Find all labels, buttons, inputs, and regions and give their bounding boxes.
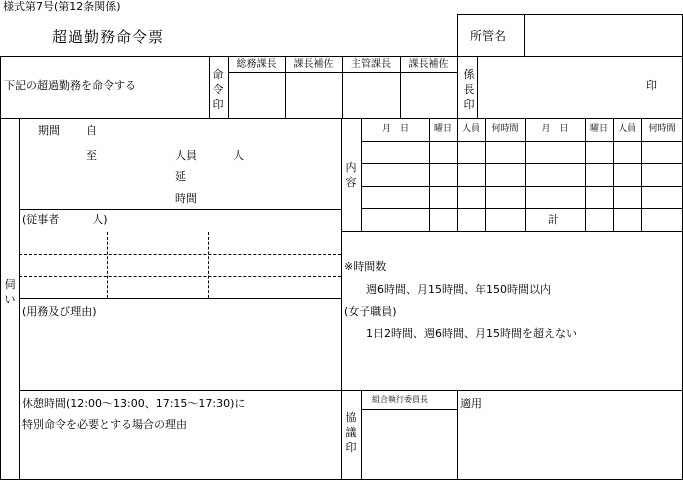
content-label: 内容 <box>345 161 357 189</box>
period-label: 期間 <box>38 124 60 137</box>
union-label: 組合執行委員長 <box>372 395 428 404</box>
body-left-divider <box>19 118 20 480</box>
workers-dash-col-1 <box>107 232 108 298</box>
left-vertical-label: 伺い <box>4 278 16 306</box>
content-row-line-2 <box>361 186 683 187</box>
approval-col-2 <box>228 56 229 118</box>
office-left-border <box>457 14 458 56</box>
workers-bottom-line <box>19 298 341 299</box>
content-col-1 <box>429 118 430 231</box>
workers-dash-2 <box>19 276 341 277</box>
union-header-line <box>361 409 457 410</box>
office-label: 所管名 <box>470 29 507 43</box>
col-date-1: 月 日 <box>381 124 409 134</box>
approval-header-line <box>228 72 457 73</box>
content-row-line-1 <box>361 163 683 164</box>
rules-heading: ※時間数 <box>344 260 387 273</box>
col-people-1: 人員 <box>461 124 480 134</box>
approver-deputy-chief-1: 課長補佐 <box>293 59 334 70</box>
consult-seal-label: 協議印 <box>345 411 357 454</box>
approval-col-3 <box>285 56 286 118</box>
break-reason-line1: 休憩時間(12:00～13:00、17:15～17:30)に <box>22 397 246 410</box>
approval-col-1 <box>209 56 210 118</box>
order-statement: 下記の超過勤務を命令する <box>4 79 136 92</box>
col-hours-1: 何時間 <box>491 124 519 134</box>
total-person-label: 延 <box>175 170 186 183</box>
col-weekday-1: 曜日 <box>433 124 452 134</box>
period-to: 至 <box>86 149 97 162</box>
content-row-line-3 <box>361 208 683 209</box>
content-col-6 <box>613 118 614 231</box>
total-label: 計 <box>548 213 559 226</box>
content-label-divider <box>361 118 362 231</box>
rules-line2: 1日2時間、週6時間、月15時間を超えない <box>366 327 577 340</box>
approval-col-5 <box>400 56 401 118</box>
reason-label: (用務及び理由) <box>22 305 97 318</box>
workers-dash-col-2 <box>208 232 209 298</box>
col-weekday-2: 曜日 <box>589 124 608 134</box>
reason-bottom-line <box>19 390 341 391</box>
content-col-2 <box>457 118 458 231</box>
form-number: 様式第7号(第12条関係) <box>3 0 121 13</box>
approval-col-6 <box>457 56 458 118</box>
content-col-7 <box>641 118 642 231</box>
order-seal-label: 命令印 <box>212 68 224 111</box>
left-border <box>0 56 1 480</box>
consult-apply-divider <box>457 390 458 480</box>
approval-col-4 <box>342 56 343 118</box>
approver-managing-chief: 主管課長 <box>351 59 391 70</box>
break-reason-line2: 特別命令を必要とする場合の理由 <box>22 418 187 431</box>
consult-top-line <box>341 390 683 391</box>
headcount-label: 人員 <box>175 149 197 162</box>
form-title: 超過勤務命令票 <box>52 28 165 46</box>
approver-deputy-chief-2: 課長補佐 <box>408 59 449 70</box>
approver-general-affairs-chief: 総務課長 <box>236 59 277 70</box>
seal-mark: 印 <box>646 79 657 92</box>
person-unit: 人 <box>233 149 244 162</box>
apply-label: 適用 <box>460 397 482 410</box>
period-bottom-line <box>19 209 341 210</box>
col-people-2: 人員 <box>617 124 636 134</box>
workers-dash-1 <box>19 254 341 255</box>
consult-label-divider <box>361 390 362 480</box>
staff-seal-label: 係長印 <box>463 68 475 111</box>
office-name-field[interactable] <box>526 17 681 56</box>
content-header-line <box>361 141 683 142</box>
col-date-2: 月 日 <box>541 124 569 134</box>
body-center-divider <box>341 118 342 480</box>
content-col-3 <box>485 118 486 231</box>
content-bottom-line <box>341 231 683 232</box>
period-from: 自 <box>86 124 97 137</box>
content-col-5 <box>585 118 586 231</box>
title-top-border <box>457 14 683 15</box>
rules-line1: 週6時間、月15時間、年150時間以内 <box>366 283 551 296</box>
office-divider <box>524 14 525 56</box>
approval-col-7 <box>477 56 478 118</box>
workers-label: (従事者 人) <box>22 213 108 226</box>
female-heading: (女子職員) <box>344 305 397 318</box>
col-hours-2: 何時間 <box>648 124 676 134</box>
hours-label: 時間 <box>175 192 197 205</box>
content-col-4 <box>525 118 526 231</box>
